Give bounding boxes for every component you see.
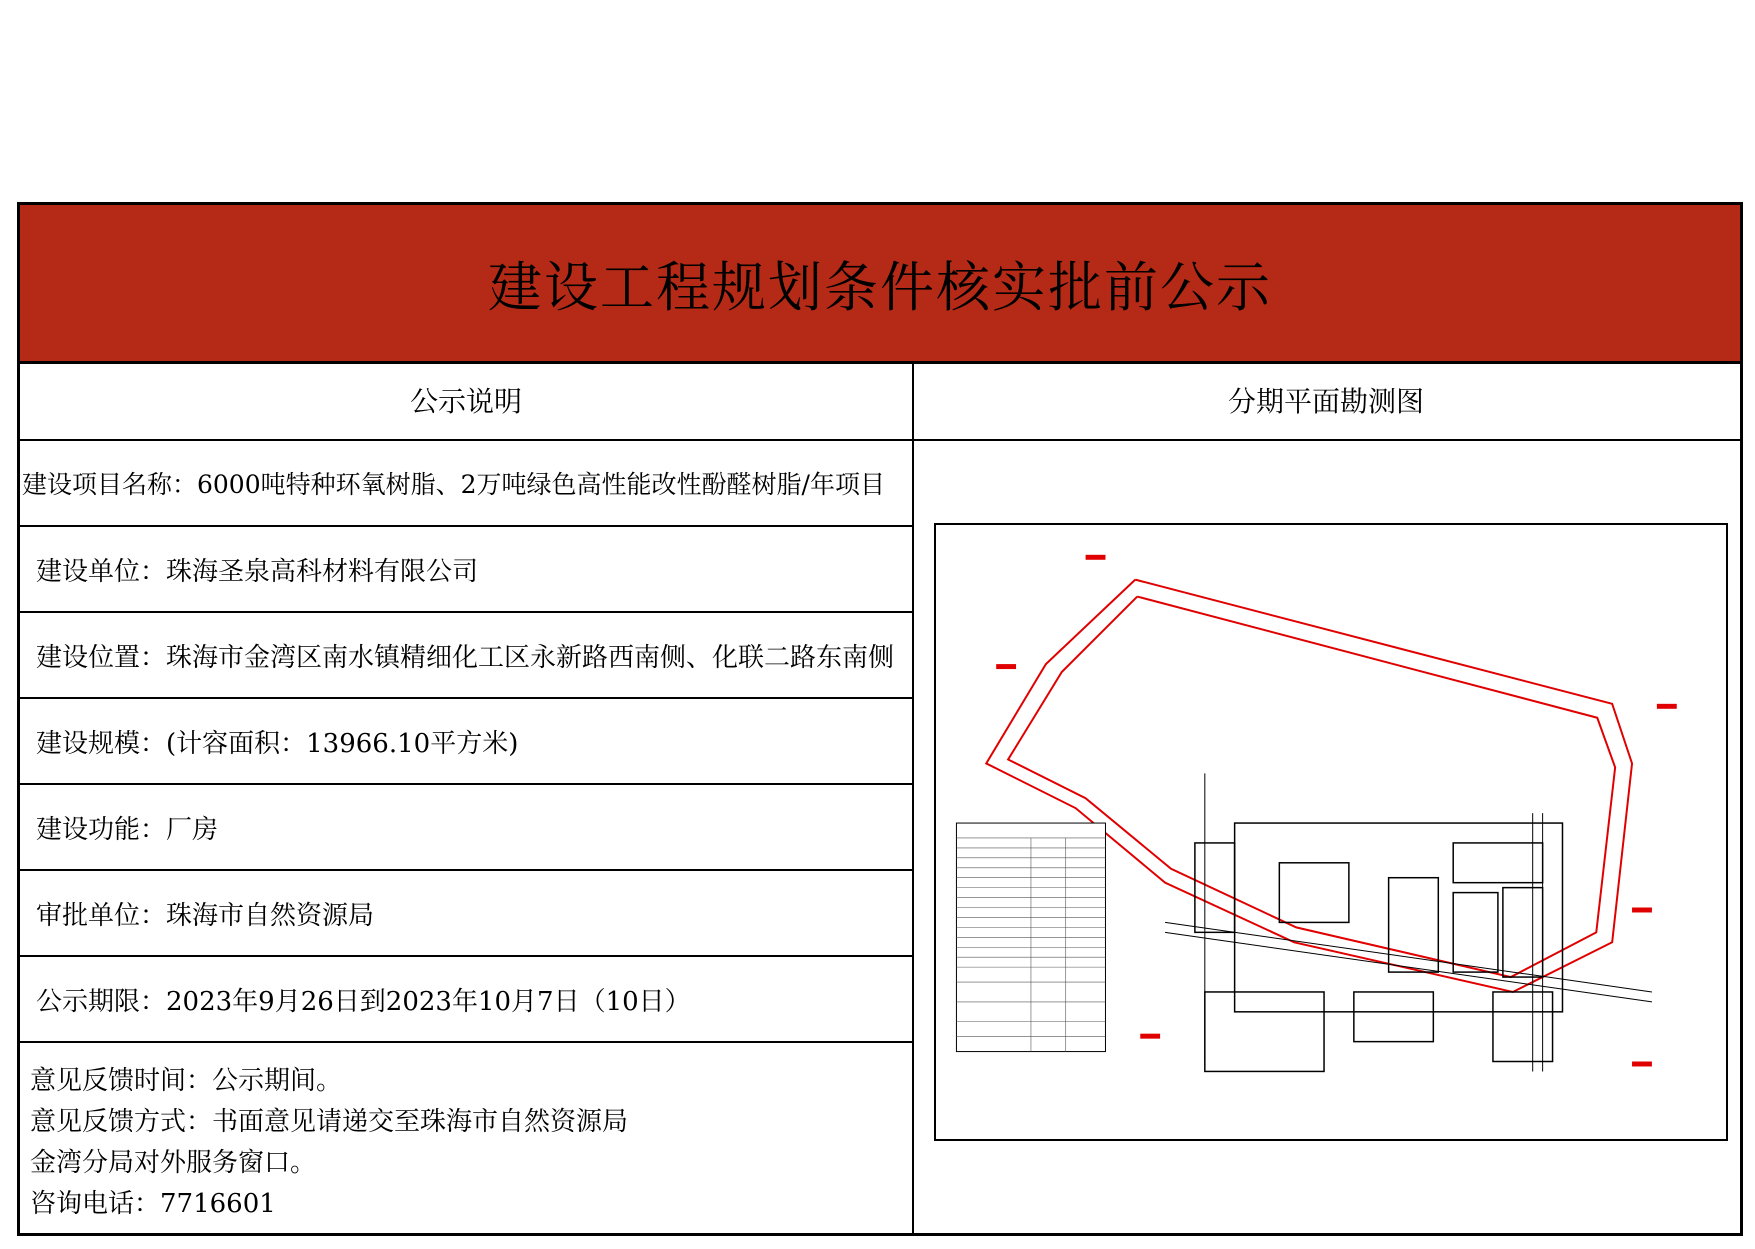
builder-row: 建设单位：珠海圣泉高科材料有限公司 xyxy=(20,527,912,613)
feedback-block xyxy=(20,1043,912,1225)
feedback-method-line-1: 意见反馈方式：书面意见请递交至珠海市自然资源局 xyxy=(30,1107,629,1137)
location-row: 建设位置：珠海市金湾区南水镇精细化工区永新路西南侧、化联二路东南侧 xyxy=(20,613,912,699)
notice-description-column xyxy=(20,361,914,1233)
scale-row: 建设规模：(计容面积：13966.10平方米) xyxy=(20,699,912,785)
title-banner xyxy=(20,205,1740,364)
feedback-time: 意见反馈时间：公示期间。 xyxy=(30,1066,343,1096)
notice-sheet xyxy=(17,202,1743,1236)
survey-map-column xyxy=(912,361,1740,1233)
right-column-header: 分期平面勘测图 xyxy=(912,361,1740,441)
site-plan-graphic xyxy=(936,525,1726,1139)
left-column-header: 公示说明 xyxy=(20,361,912,441)
feedback-phone: 咨询电话：7716601 xyxy=(30,1189,276,1219)
page-title: 建设工程规划条件核实批前公示 xyxy=(488,255,1272,319)
project-name-row: 建设项目名称：6000吨特种环氧树脂、2万吨绿色高性能改性酚醛树脂/年项目 xyxy=(20,441,912,527)
approver-row: 审批单位：珠海市自然资源局 xyxy=(20,871,912,957)
road-lines xyxy=(1165,773,1652,1071)
area-summary-table xyxy=(956,823,1105,1052)
function-row: 建设功能：厂房 xyxy=(20,785,912,871)
period-row: 公示期限：2023年9月26日到2023年10月7日（10日） xyxy=(20,957,912,1043)
feedback-method-line-2: 金湾分局对外服务窗口。 xyxy=(30,1148,317,1178)
survey-plan-drawing xyxy=(934,523,1728,1141)
